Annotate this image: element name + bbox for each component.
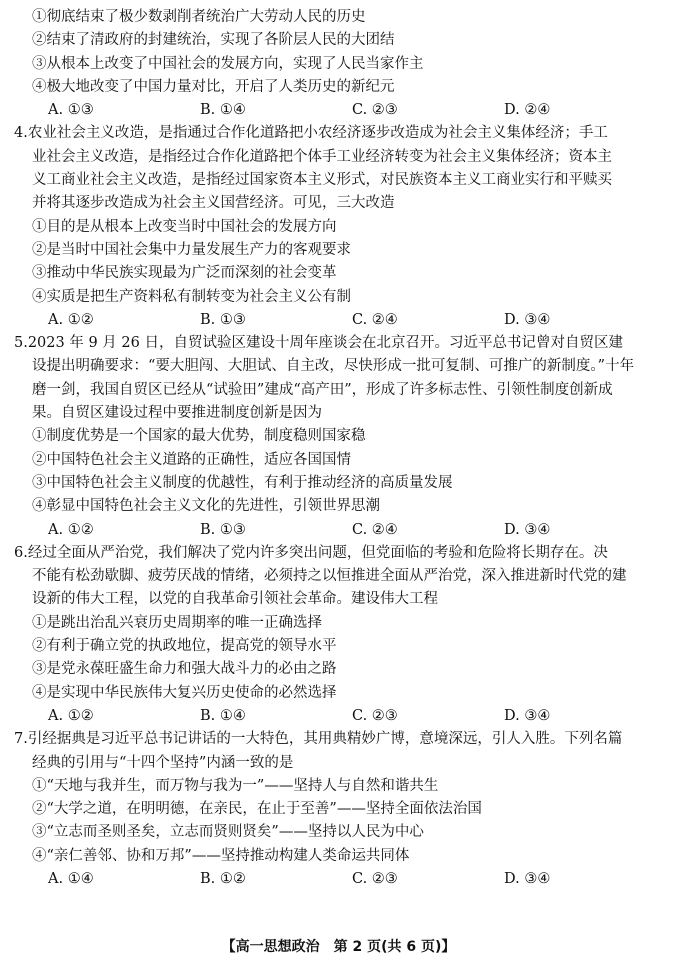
q6-choice-b: B. ①④ (200, 707, 246, 724)
exam-content (14, 6, 666, 891)
q3-option-3: ③从根本上改变了中国社会的发展方向，实现了人民当家作主 (32, 55, 424, 72)
q4-stem-line: 义工商业社会主义改造，是指经过国家资本主义形式，对民族资本主义工商业实行和平赎买 (32, 172, 612, 189)
q7-option-3: ③“立志而圣则圣矣，立志而贤则贤矣”——坚持以人民为中心 (32, 824, 424, 841)
q5-choice-c: C. ②④ (352, 521, 398, 538)
q4-option-2: ②是当时中国社会集中力量发展生产力的客观要求 (32, 241, 351, 258)
q4-option-4: ④实质是把生产资料私有制转变为社会主义公有制 (32, 288, 351, 305)
q6-stem-line: 设新的伟大工程，以党的自我革命引领社会革命。建设伟大工程 (32, 591, 438, 608)
q7-choice-a: A. ①④ (48, 870, 94, 887)
q7-stem-line: 7.引经据典是习近平总书记讲话的一大特色，其用典精妙广博，意境深远，引人入胜。下列名篇 (14, 731, 623, 748)
q5-stem-line: 磨一剑，我国自贸区已经从“试验田”建成“高产田”，形成了许多标志性、引领性制度创新成 (32, 381, 613, 398)
q7-choice-b: B. ①② (200, 870, 246, 887)
q3-option-4: ④极大地改变了中国力量对比，开启了人类历史的新纪元 (32, 78, 395, 95)
q6-option-1: ①是跳出治乱兴衰历史周期率的唯一正确选择 (32, 614, 322, 631)
q5-choice-d: D. ③④ (504, 521, 551, 538)
question-6 (14, 542, 666, 728)
q5-stem-line: 5.2023 年 9 月 26 日，自贸试验区建设十周年座谈会在北京召开。习近平总书记曾对自贸区建 (14, 335, 623, 352)
q6-option-3: ③是党永葆旺盛生命力和强大战斗力的必由之路 (32, 661, 337, 678)
q3-choices (14, 99, 666, 122)
question-3 (14, 6, 666, 122)
q7-choice-d: D. ③④ (504, 870, 551, 887)
question-5 (14, 332, 666, 542)
q4-choice-c: C. ②④ (352, 311, 398, 328)
q5-stem-line: 果。自贸区建设过程中要推进制度创新是因为 (32, 405, 322, 422)
q7-choice-c: C. ②③ (352, 870, 398, 887)
q3-choice-a: A. ①③ (48, 102, 94, 119)
q4-stem-line: 业社会主义改造，是指经过合作化道路把个体手工业经济转变为社会主义集体经济；资本主 (32, 148, 612, 165)
q7-option-2: ②“大学之道，在明明德，在亲民，在止于至善”——坚持全面依法治国 (32, 801, 482, 818)
q5-stem-line: 设提出明确要求：“要大胆闯、大胆试、自主改，尽快形成一批可复制、可推广的新制度。”十年 (32, 358, 635, 375)
q4-choice-b: B. ①③ (200, 311, 246, 328)
q3-option-2: ②结束了清政府的封建统治，实现了各阶层人民的大团结 (32, 32, 395, 49)
question-4 (14, 122, 666, 332)
q7-choices (14, 868, 666, 891)
q5-option-2: ②中国特色社会主义道路的正确性，适应各国国情 (32, 451, 351, 468)
page-footer: 【高一思想政治 第 2 页(共 6 页)】 (221, 939, 456, 955)
q4-option-1: ①目的是从根本上改变当时中国社会的发展方向 (32, 218, 337, 235)
q4-stem-line: 4.农业社会主义改造，是指通过合作化道路把小农经济逐步改造成为社会主义集体经济；手工 (14, 125, 608, 142)
q5-option-3: ③中国特色社会主义制度的优越性，有利于推动经济的高质量发展 (32, 474, 453, 491)
q3-choice-b: B. ①④ (200, 102, 246, 119)
q5-option-1: ①制度优势是一个国家的最大优势，制度稳则国家稳 (32, 428, 366, 445)
q6-choice-c: C. ②③ (352, 707, 398, 724)
q6-choice-d: D. ③④ (504, 707, 551, 724)
q4-option-3: ③推动中华民族实现最为广泛而深刻的社会变革 (32, 265, 337, 282)
q5-choice-b: B. ①③ (200, 521, 246, 538)
q3-option-1: ①彻底结束了极少数剥削者统治广大劳动人民的历史 (32, 9, 366, 25)
q4-choice-d: D. ③④ (504, 311, 551, 328)
q6-option-4: ④是实现中华民族伟大复兴历史使命的必然选择 (32, 684, 337, 701)
q7-option-4: ④“亲仁善邻、协和万邦”——坚持推动构建人类命运共同体 (32, 847, 410, 864)
q3-choice-c: C. ②③ (352, 102, 398, 119)
q5-option-4: ④彰显中国特色社会主义文化的先进性，引领世界思潮 (32, 498, 380, 515)
q4-stem-line: 并将其逐步改造成为社会主义国营经济。可见，三大改造 (32, 195, 395, 212)
q6-stem-line: 6.经过全面从严治党，我们解决了党内许多突出问题，但党面临的考验和危险将长期存在。决 (14, 544, 608, 561)
q4-choices (14, 309, 666, 332)
question-7 (14, 728, 666, 891)
q6-choices (14, 705, 666, 728)
q3-choice-d: D. ②④ (504, 102, 551, 119)
q7-stem-line: 经典的引用与“十四个坚持”内涵一致的是 (32, 754, 294, 771)
q7-option-1: ①“天地与我并生，而万物与我为一”——坚持人与自然和谐共生 (32, 777, 439, 794)
q6-option-2: ②有利于确立党的执政地位，提高党的领导水平 (32, 638, 337, 655)
q5-choice-a: A. ①② (48, 521, 94, 538)
q5-choices (14, 519, 666, 542)
q4-choice-a: A. ①② (48, 311, 94, 328)
q6-stem-line: 不能有松劲歇脚、疲劳厌战的情绪，必须持之以恒推进全面从严治党，深入推进新时代党的建 (32, 568, 627, 585)
q6-choice-a: A. ①② (48, 707, 94, 724)
